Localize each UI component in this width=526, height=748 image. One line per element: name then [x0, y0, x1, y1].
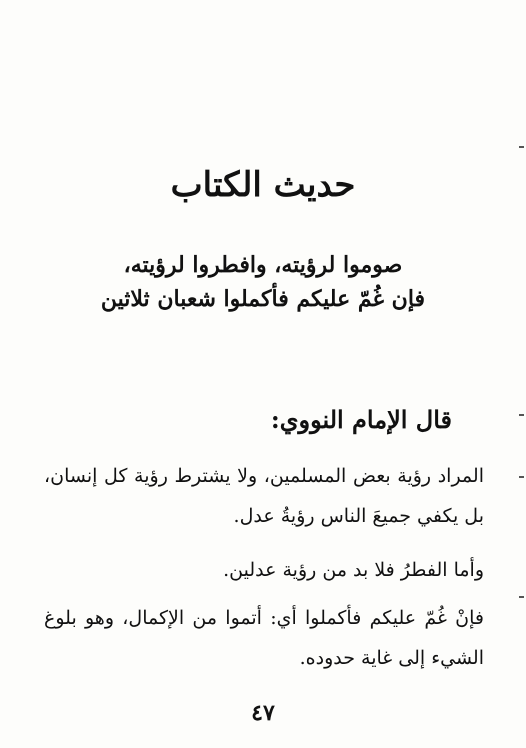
commentary-heading: قال الإمام النووي:: [270, 405, 452, 434]
commentary-paragraph-3: فإنْ غُمّ عليكم فأكملوا أي: أتموا من الإكمال، وهو بلوغ الشيء إلى غاية حدوده.: [44, 607, 484, 669]
margin-mark: [519, 596, 524, 598]
hadith-text: [0, 248, 526, 316]
chapter-title: حديث الكتاب: [170, 165, 356, 205]
margin-mark: [519, 414, 524, 416]
commentary-paragraph-2: وأما الفطرُ فلا بد من رؤية عدلين.: [223, 559, 484, 581]
margin-mark: [519, 476, 524, 478]
margin-mark: [519, 146, 524, 148]
hadith-line-1: صوموا لرؤيته، وافطروا لرؤيته،: [123, 252, 403, 278]
hadith-line-2: فإن غُمّ عليكم فأكملوا شعبان ثلاثين: [100, 286, 426, 312]
commentary-paragraph-1: المراد رؤية بعض المسلمين، ولا يشترط رؤية كل إنسان، بل يكفي جميعَ الناس رؤيةُ عدل.: [44, 465, 484, 527]
page-number: ٤٧: [251, 700, 275, 726]
